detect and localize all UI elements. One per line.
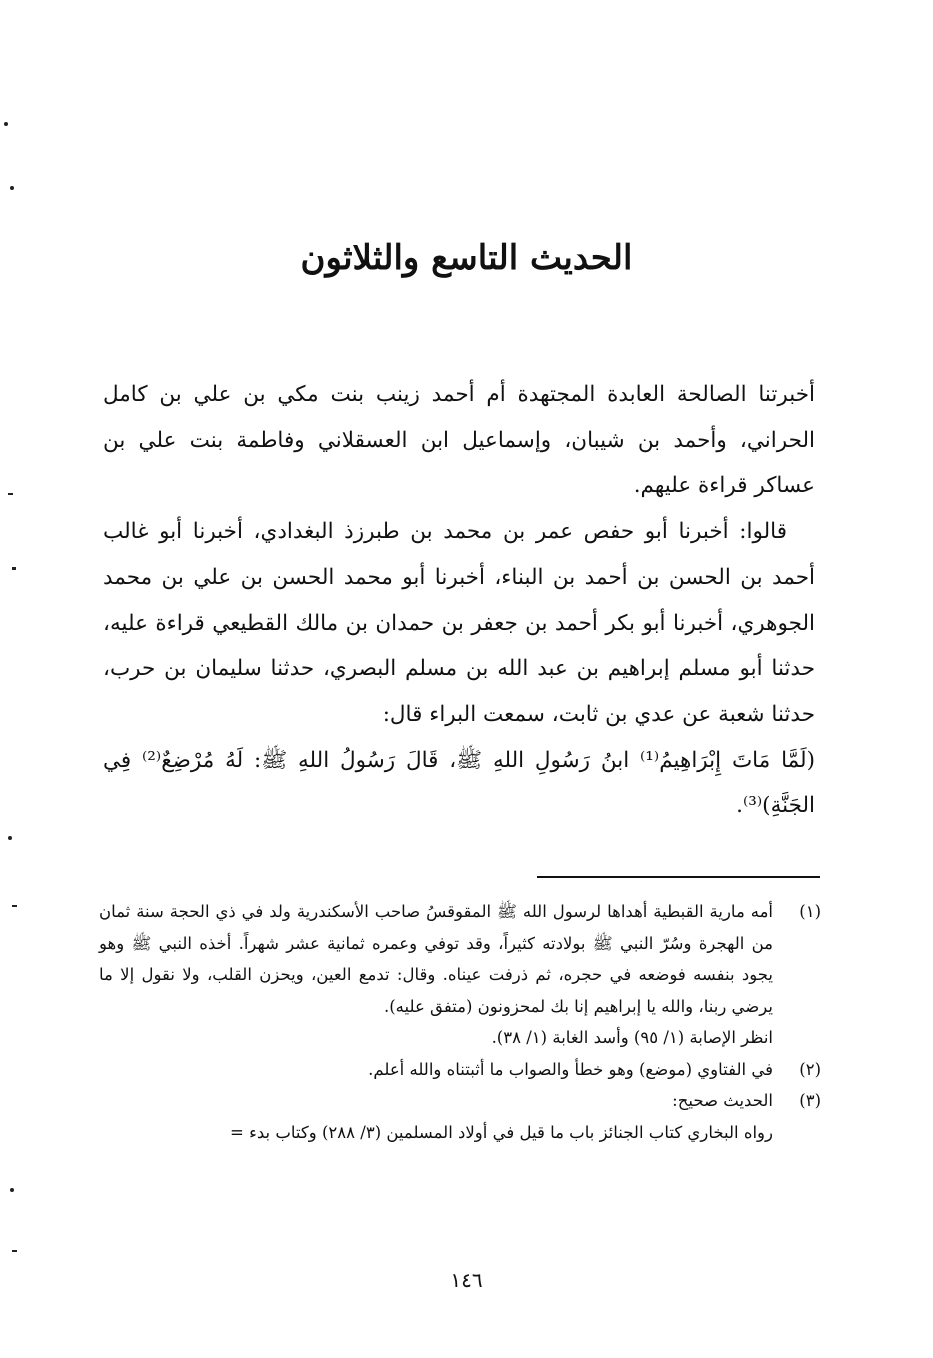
scan-speck: [12, 1250, 17, 1252]
page-title: الحديث التاسع والثلاثون: [300, 238, 633, 278]
footnote-number: (٢): [799, 1059, 821, 1079]
paragraph-chain-intro: أخبرتنا الصالحة العابدة المجتهدة أم أحمد زينب بنت مكي بن علي بن كامل الحراني، وأحمد بن شيبان، وإسماعيل ابن العسقلاني وفاطمة بنت علي بن عساكر قراءة عليهم.: [103, 382, 815, 499]
footnote-number: (٣): [799, 1091, 821, 1110]
paragraph-hadith-text: (لَمَّا مَاتَ إِبْرَاهِيمُ⁽¹⁾ ابنُ رَسُولِ اللهِ ﷺ، قَالَ رَسُولُ اللهِ ﷺ: لَهُ مُرْضِعٌ⁽²⁾ فِي الجَنَّةِ)⁽³⁾.: [103, 747, 815, 819]
footnote-1: [99, 896, 821, 1022]
scan-speck: [12, 567, 16, 570]
footnote-text: أمه مارية القبطية أهداها لرسول الله ﷺ المقوقسُ صاحب الأسكندرية ولد في ذي الحجة سنة ثمان من الهجرة وسُرّ النبي ﷺ بولادته كثيراً، وقد توفي وعمره ثمانية عشر شهراً. أخذه النبي ﷺ وهو يجود بنفسه فوضعه في حجره، ثم ذرفت عيناه. وقال: تدمع العين، ويحزن القلب، ولا نقول إلا ما يرضي ربنا، والله يا إبراهيم إنا بك لمحزونون (متفق عليه).: [99, 902, 773, 1016]
main-text: [103, 372, 815, 829]
scan-speck: [12, 905, 17, 907]
footnote-3-continuation: رواه البخاري كتاب الجنائز باب ما قيل في أولاد المسلمين (٣/ ٢٨٨) وكتاب بدء =: [230, 1122, 773, 1142]
footnote-text: في الفتاوي (موضع) وهو خطأ والصواب ما أثبتناه والله أعلم.: [368, 1059, 773, 1079]
footnote-number: (١): [799, 902, 821, 921]
footnote-3: [99, 1085, 821, 1117]
scan-speck: [4, 122, 8, 126]
paragraph-chain-narrators: قالوا: أخبرنا أبو حفص عمر بن محمد بن طبرزذ البغدادي، أخبرنا أبو غالب أحمد بن الحسن بن أحمد بن البناء، أخبرنا أبو محمد الحسن بن علي بن محمد الجوهري، أخبرنا أبو بكر أحمد بن جعفر بن حمدان بن مالك القطيعي قراءة عليه، حدثنا أبو مسلم إبراهيم بن عبد الله بن مسلم البصري، حدثنا سليمان بن حرب، حدثنا شعبة عن عدي بن ثابت، سمعت البراء قال:: [103, 519, 815, 727]
footnote-text: الحديث صحيح:: [672, 1091, 773, 1110]
footnotes: [99, 896, 821, 1148]
page-number: ١٤٦: [450, 1268, 483, 1292]
scan-speck: [8, 493, 13, 495]
footnote-1-reference: انظر الإصابة (١/ ٩٥) وأسد الغابة (١/ ٣٨).: [491, 1028, 773, 1047]
footnote-divider: [537, 876, 820, 878]
scan-speck: [8, 836, 12, 840]
scan-speck: [10, 186, 14, 190]
scan-speck: [10, 1188, 14, 1192]
footnote-2: [99, 1054, 821, 1086]
